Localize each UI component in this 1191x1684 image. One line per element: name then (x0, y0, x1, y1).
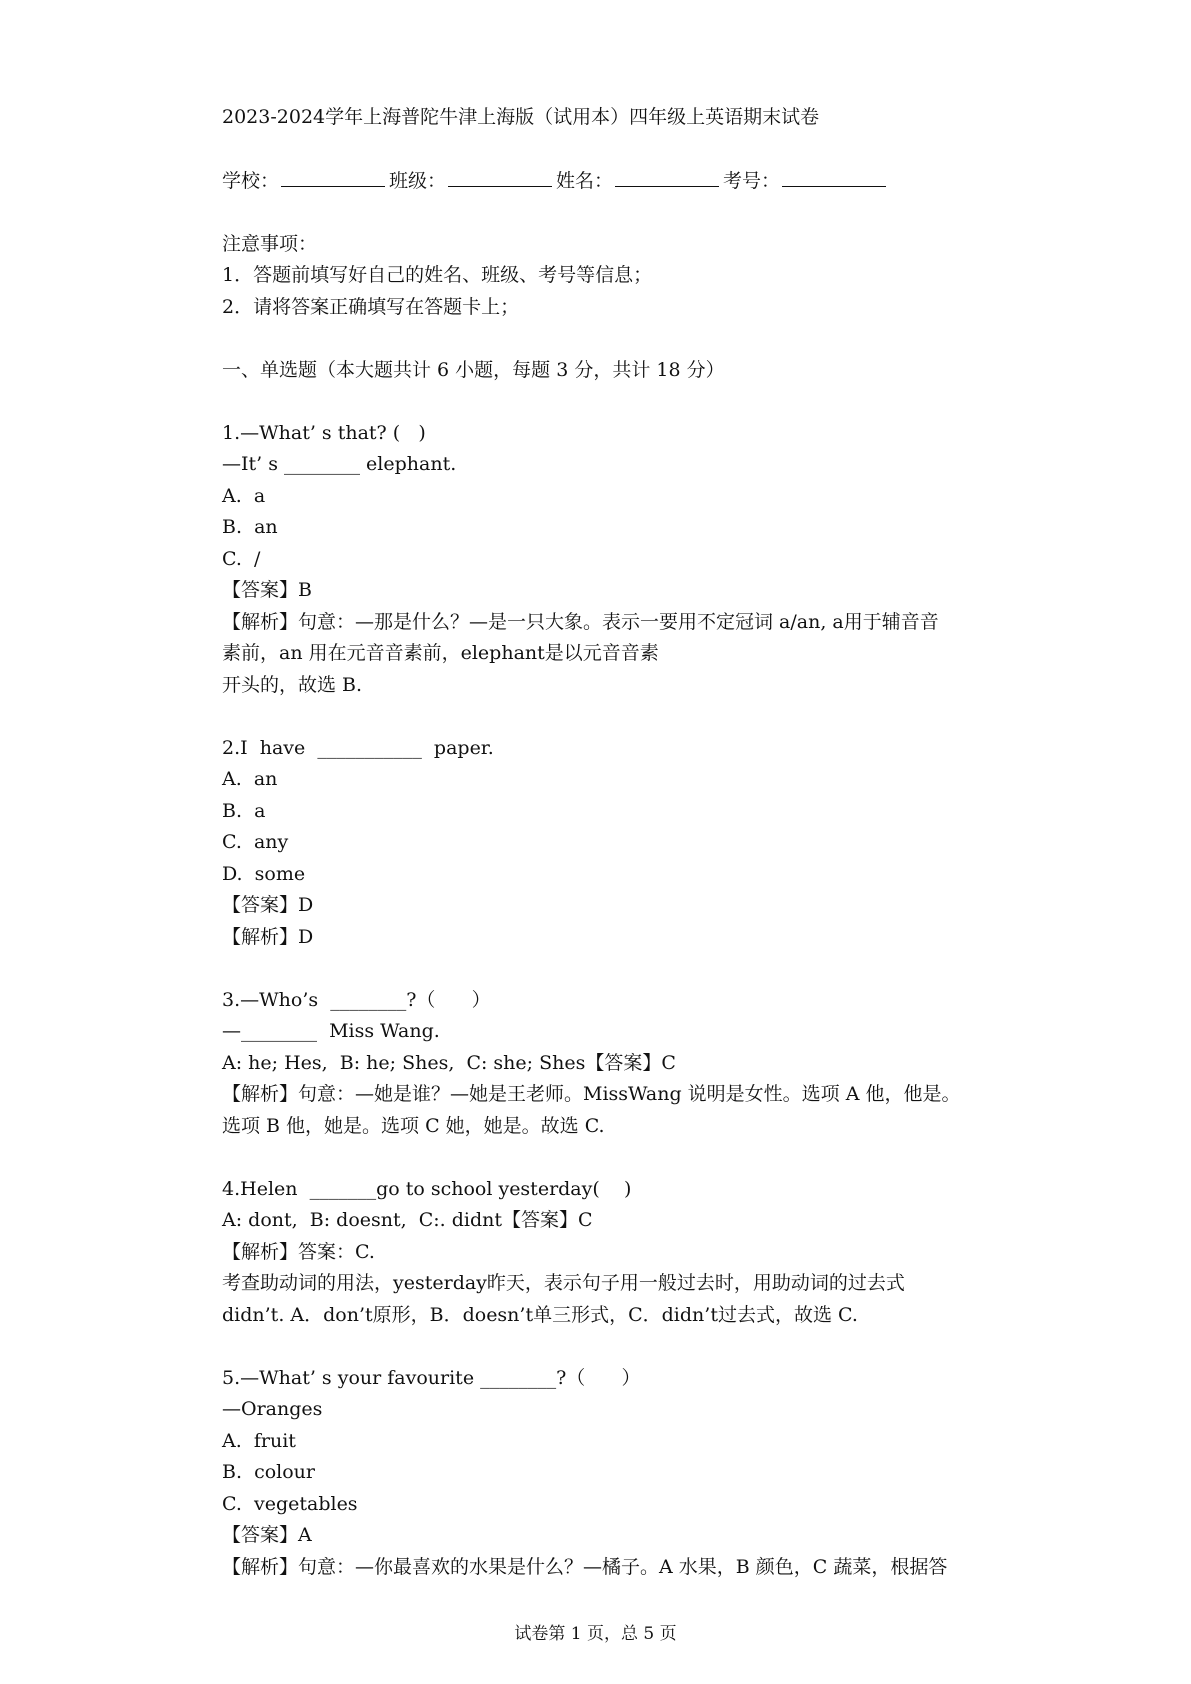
option-c: C. / (222, 547, 261, 570)
question-2 (222, 733, 1022, 954)
analysis: 考查助动词的用法，yesterday昨天，表示句子用一般过去时，用助动词的过去式 (222, 1272, 905, 1294)
question-stem: —________ Miss Wang. (222, 1020, 440, 1042)
analysis: 选项 B 他，她是。选项 C 她，她是。故选 C. (222, 1114, 605, 1137)
page-footer: 试卷第 1 页，总 5 页 (514, 1624, 677, 1644)
option-b: B. colour (222, 1461, 315, 1483)
notice-title: 注意事项： (222, 232, 318, 255)
question-stem: 3.—Who’s ________?（ ） (222, 988, 491, 1011)
option-b: B. an (222, 516, 278, 538)
question-stem: —Oranges (222, 1398, 323, 1420)
page-title: 2023-2024学年上海普陀牛津上海版（试用本）四年级上英语期末试卷 (222, 106, 820, 128)
option-c: C. vegetables (222, 1492, 358, 1515)
options-and-answer: A: dont, B: doesnt, C:. didnt【答案】C (222, 1209, 593, 1231)
school-label: 学校： (222, 169, 280, 192)
question-stem: 2.I have ___________ paper. (222, 736, 494, 759)
answer: 【答案】D (222, 894, 314, 916)
section-title: 一、单选题（本大题共计 6 小题，每题 3 分，共计 18 分） (222, 358, 725, 381)
class-label: 班级： (389, 169, 447, 192)
question-1 (222, 418, 1022, 702)
option-a: A. fruit (222, 1429, 296, 1452)
name-label: 姓名： (556, 169, 614, 192)
answer: 【答案】B (222, 579, 312, 601)
option-b: B. a (222, 799, 266, 822)
question-4 (222, 1174, 1022, 1332)
option-d: D. some (222, 862, 306, 885)
question-3 (222, 985, 1022, 1143)
analysis: 素前，an 用在元音音素前，elephant是以元音音素 (222, 642, 659, 664)
analysis: 【解析】D (222, 925, 314, 948)
analysis: 【解析】句意：—她是谁？—她是王老师。MissWang 说明是女性。选项 A 他，他是。 (222, 1083, 961, 1105)
name-blank[interactable] (615, 166, 719, 187)
exam-number-label: 考号： (723, 169, 781, 192)
option-c: C. any (222, 831, 289, 853)
question-5 (222, 1363, 1022, 1584)
analysis: 【解析】句意：—你最喜欢的水果是什么？—橘子。A 水果，B 颜色，C 蔬菜，根据答 (222, 1555, 948, 1578)
notice-item: 2．请将答案正确填写在答题卡上； (222, 295, 520, 318)
analysis: didn’t. A．don’t原形，B．doesn’t单三形式，C．didn’t过去式，故选 C. (222, 1303, 858, 1326)
option-a: A. an (222, 768, 278, 790)
student-info-row (222, 166, 1022, 198)
notice-item: 1．答题前填写好自己的姓名、班级、考号等信息； (222, 264, 653, 286)
question-stem: 4.Helen _______go to school yesterday( ) (222, 1177, 632, 1200)
option-a: A. a (222, 484, 266, 507)
analysis: 【解析】句意：—那是什么？—是一只大象。表示一要用不定冠词 a/an, a用于辅音音 (222, 610, 939, 633)
question-stem: 5.—What’ s your favourite ________?（ ） (222, 1366, 641, 1389)
question-stem: 1.—What’ s that? ( ) (222, 421, 426, 444)
exam-number-blank[interactable] (782, 166, 886, 187)
class-blank[interactable] (448, 166, 552, 187)
page-content (222, 102, 1022, 1583)
school-blank[interactable] (281, 166, 385, 187)
question-stem: —It’ s ________ elephant. (222, 453, 457, 475)
options-and-answer: A: he; Hes, B: he; Shes, C: she; Shes【答案】C (222, 1051, 676, 1074)
analysis: 开头的，故选 B. (222, 673, 363, 696)
answer: 【答案】A (222, 1524, 312, 1546)
analysis: 【解析】答案：C. (222, 1240, 375, 1263)
